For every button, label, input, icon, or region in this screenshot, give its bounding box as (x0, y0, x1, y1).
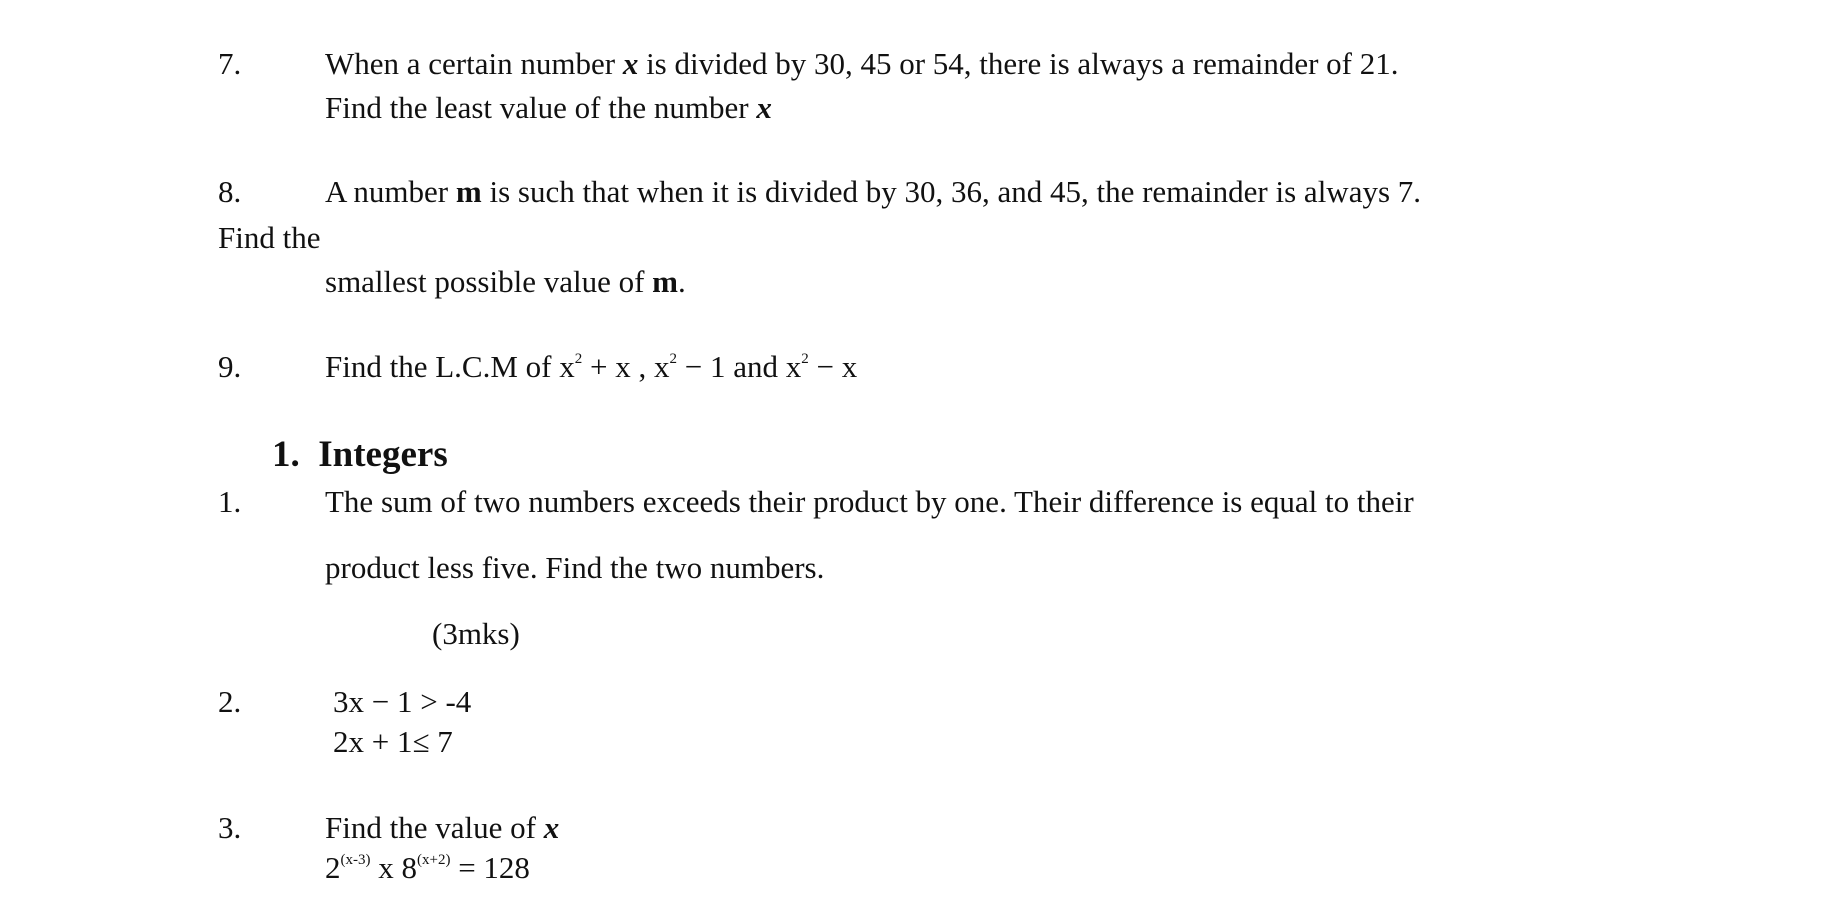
integers-question-2-number: 2. (218, 684, 242, 719)
inequality-2: 2x + 1≤ 7 (333, 724, 453, 759)
question-8-line-1 (325, 172, 1421, 212)
equation-exponent-1: (x-3) (340, 852, 371, 868)
integers-question-1-line-1: The sum of two numbers exceeds their product by one. Their difference is equal to their (325, 484, 1414, 519)
question-7-text-c: Find the least value of the number (325, 90, 757, 125)
integers-question-1-marks: (3mks) (432, 616, 520, 651)
integers-question-3-number: 3. (218, 810, 242, 845)
integers-question-3-line-1 (325, 808, 559, 848)
question-7-variable: x (622, 46, 639, 81)
section-title: Integers (318, 434, 448, 475)
integers-question-1-number: 1. (218, 484, 242, 519)
question-9-text-d: − x (808, 349, 858, 384)
question-9-text-c: − 1 and x (676, 349, 802, 384)
question-8-text-c: smallest possible value of (325, 264, 653, 299)
section-number: 1. (272, 434, 300, 475)
question-8-number: 8. (218, 174, 242, 209)
question-7-line-1 (325, 44, 1399, 84)
question-7-number: 7. (218, 46, 242, 81)
question-9-text-b: + x , x (582, 349, 670, 384)
question-9-text (325, 347, 857, 387)
equation-base-1: 2 (325, 850, 341, 885)
question-8-text-a: A number (325, 174, 456, 209)
question-8-line-2: Find the (218, 220, 321, 255)
inequality-1: 3x − 1 > -4 (333, 684, 472, 719)
integers-question-3-equation (325, 848, 530, 888)
question-9-number: 9. (218, 349, 242, 384)
question-8-text-b: is such that when it is divided by 30, 36, and 45, the remainder is always 7. (481, 174, 1422, 209)
integers-question-3-variable: x (543, 810, 560, 845)
question-7-variable-2: x (756, 90, 772, 125)
equation-times: x 8 (370, 850, 417, 885)
integers-question-1-line-2: product less five. Find the two numbers. (325, 550, 825, 585)
equation-exponent-2: (x+2) (417, 852, 451, 868)
question-8-line-3 (325, 262, 686, 302)
question-9-text-a: Find the L.C.M of x (325, 349, 575, 384)
question-7-line-2 (325, 88, 772, 128)
question-8-variable: m (455, 174, 482, 209)
question-9-exponent-3: 2 (801, 351, 809, 367)
question-8-variable-2: m (652, 264, 678, 299)
equation-rhs: = 128 (450, 850, 530, 885)
question-7-text-a: When a certain number (325, 46, 623, 81)
integers-question-3-text: Find the value of (325, 810, 544, 845)
question-9-exponent-2: 2 (669, 351, 677, 367)
question-9-exponent-1: 2 (574, 351, 583, 367)
section-heading-integers (272, 433, 448, 477)
question-7-text-b: is divided by 30, 45 or 54, there is always a remainder of 21. (638, 46, 1399, 81)
question-8-text-d: . (678, 264, 686, 299)
